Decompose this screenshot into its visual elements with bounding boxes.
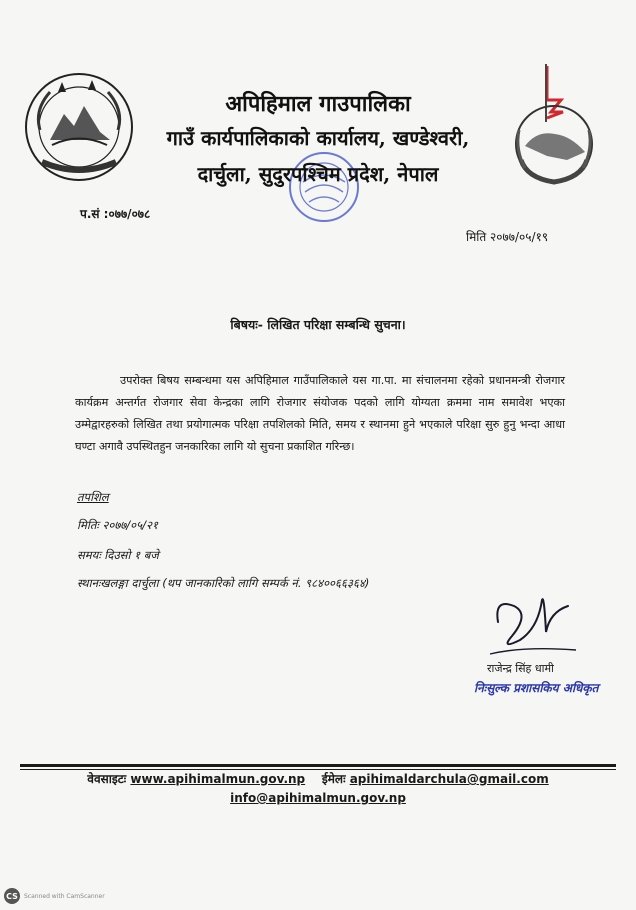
exam-place: स्थानःखलङ्गा दार्चुला (थप जानकारिको लागि सम्पर्क नं. ९८४००६६३६४): [77, 576, 370, 590]
reference-number: प.सं :०७७/०७८: [80, 207, 151, 221]
details-heading: तपशिल: [77, 490, 109, 504]
website-link[interactable]: www.apihimalmun.gov.np: [130, 772, 306, 786]
header-office-name: अपिहिमाल गाउपालिका: [225, 91, 411, 117]
letter-date: मिति २०७७/०५/१९: [466, 230, 549, 244]
signer-name: राजेन्द्र सिंह धामी: [487, 662, 554, 675]
header-office-title: गाउँ कार्यपालिकाको कार्यालय, खण्डेश्वरी,: [166, 126, 470, 150]
scanner-text: Scanned with CamScanner: [24, 892, 105, 900]
footer-email-row: [0, 791, 636, 805]
camscanner-icon: CS: [4, 888, 20, 904]
footer-contacts: [0, 770, 636, 787]
email-link-gmail[interactable]: apihimaldarchula@gmail.com: [349, 772, 549, 786]
website-label: वेवसाइटः: [87, 772, 127, 786]
email-label: ईमेलः: [321, 772, 346, 786]
header-address: दार्चुला, सुदुरपश्चिम प्रदेश, नेपाल: [197, 162, 439, 186]
email-link-info[interactable]: info@apihimalmun.gov.np: [230, 791, 406, 805]
signer-title: निःसुल्क प्रशासकिय अधिकृत: [474, 681, 599, 695]
exam-time: समयः दिउसो १ बजे: [77, 548, 159, 562]
subject-line: बिषयः- लिखित परिक्षा सम्बन्धि सुचना।: [230, 317, 406, 332]
scanner-watermark: [4, 888, 105, 904]
body-paragraph: उपरोक्त बिषय सम्बन्धमा यस अपिहिमाल गाउँपालिकाले यस गा.पा. मा संचालनमा रहेको प्रधानमन्त्री रोजगार कार्यक्रम अन्तर्गत रोजगार सेवा केन्द्रका लागि रोजगार संयोजक पदको लागि योग्यता क्रममा नाम समावेश भएका उम्मेद्वारहरुको लिखित तथा प्रयोगात्मक परिक्षा तपशिलको मिति, समय र स्थानमा हुने भएकाले परिक्षा सुरु हुनु भन्दा आधा घण्टा अगावै उपस्थितहुन जनकारिका लागि यो सुचना प्रकाशित गरिन्छ।: [75, 374, 565, 453]
signature-icon: [484, 592, 584, 662]
footer-divider: [20, 764, 616, 767]
exam-date: मितिः २०७७/०५/२१: [77, 518, 158, 532]
